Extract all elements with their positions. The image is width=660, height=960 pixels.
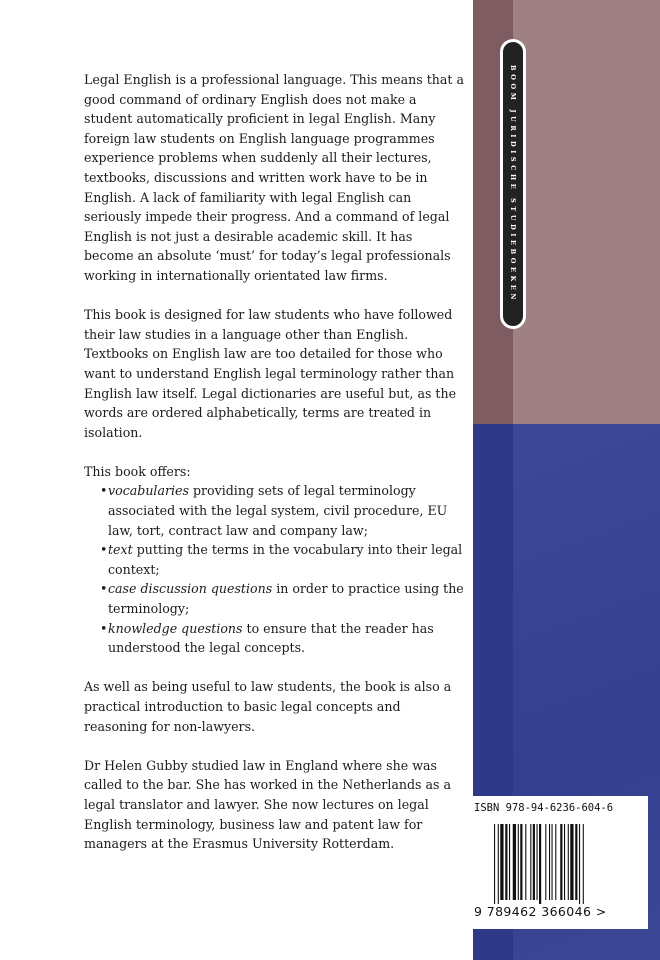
list-item (84, 481, 464, 540)
paragraph-author-bio: Dr Helen Gubby studied law in England where she was called to the bar. She has worked in the Netherlands as a legal translator and lawyer. She now lectures on legal English terminology, business law and patent law for managers at the Erasmus University Rotterdam. (84, 757, 451, 852)
list-item-term: text (108, 542, 133, 558)
list-item (84, 579, 464, 618)
list-item (84, 619, 464, 658)
isbn-number: ISBN 978-94-6236-604-6 (474, 802, 614, 814)
cover-panel-top (513, 0, 660, 424)
list-item-term: vocabularies (108, 483, 189, 499)
paragraph-intro: Legal English is a professional language. This means that a good command of ordinary English does not make a student automatically proficient in legal English. Many foreign law students on English language programmes experience problems when suddenly all their lectures, textbooks, discussions and written work have to be in English. A lack of familiarity with legal English can seriously impede their progress. And a command of legal English is not just a desirable academic skill. It has become an absolute ‘must’ for today’s legal professionals working in internationally orientated law firms. (84, 72, 464, 283)
barcode-digits: 9 789462 366046 > (474, 904, 607, 919)
offer-list (84, 481, 464, 657)
list-item-text: to ensure that the reader has understood the legal concepts. (108, 620, 434, 656)
back-cover-text (84, 70, 464, 873)
barcode-bars (494, 824, 612, 904)
series-label: BOOM JURIDISCHE STUDIEBOEKEN (509, 65, 517, 303)
paragraph-usefulness: As well as being useful to law students, the book is also a practical introduction to basic legal concepts and reasoning for non-lawyers. (84, 679, 452, 734)
list-item (84, 540, 464, 579)
list-item-term: knowledge questions (108, 620, 243, 636)
list-item-text: in order to practice using the terminology; (108, 581, 464, 617)
paragraph-audience: This book is designed for law students who have followed their law studies in a language other than English. Textbooks on English law are too detailed for those who want to understand English legal terminology rather than English law itself. Legal dictionaries are useful but, as the words are ordered alphabetically, terms are treated in isolation. (84, 307, 457, 440)
barcode-box (472, 796, 648, 929)
series-label-pill (500, 39, 526, 329)
paragraph-offers: This book offers: (84, 463, 191, 479)
list-item-term: case discussion questions (108, 581, 273, 597)
list-item-text: providing sets of legal terminology associated with the legal system, civil procedure, EU law, tort, contract law and company law; (108, 483, 448, 538)
list-item-text: putting the terms in the vocabulary into their legal context; (108, 542, 463, 577)
